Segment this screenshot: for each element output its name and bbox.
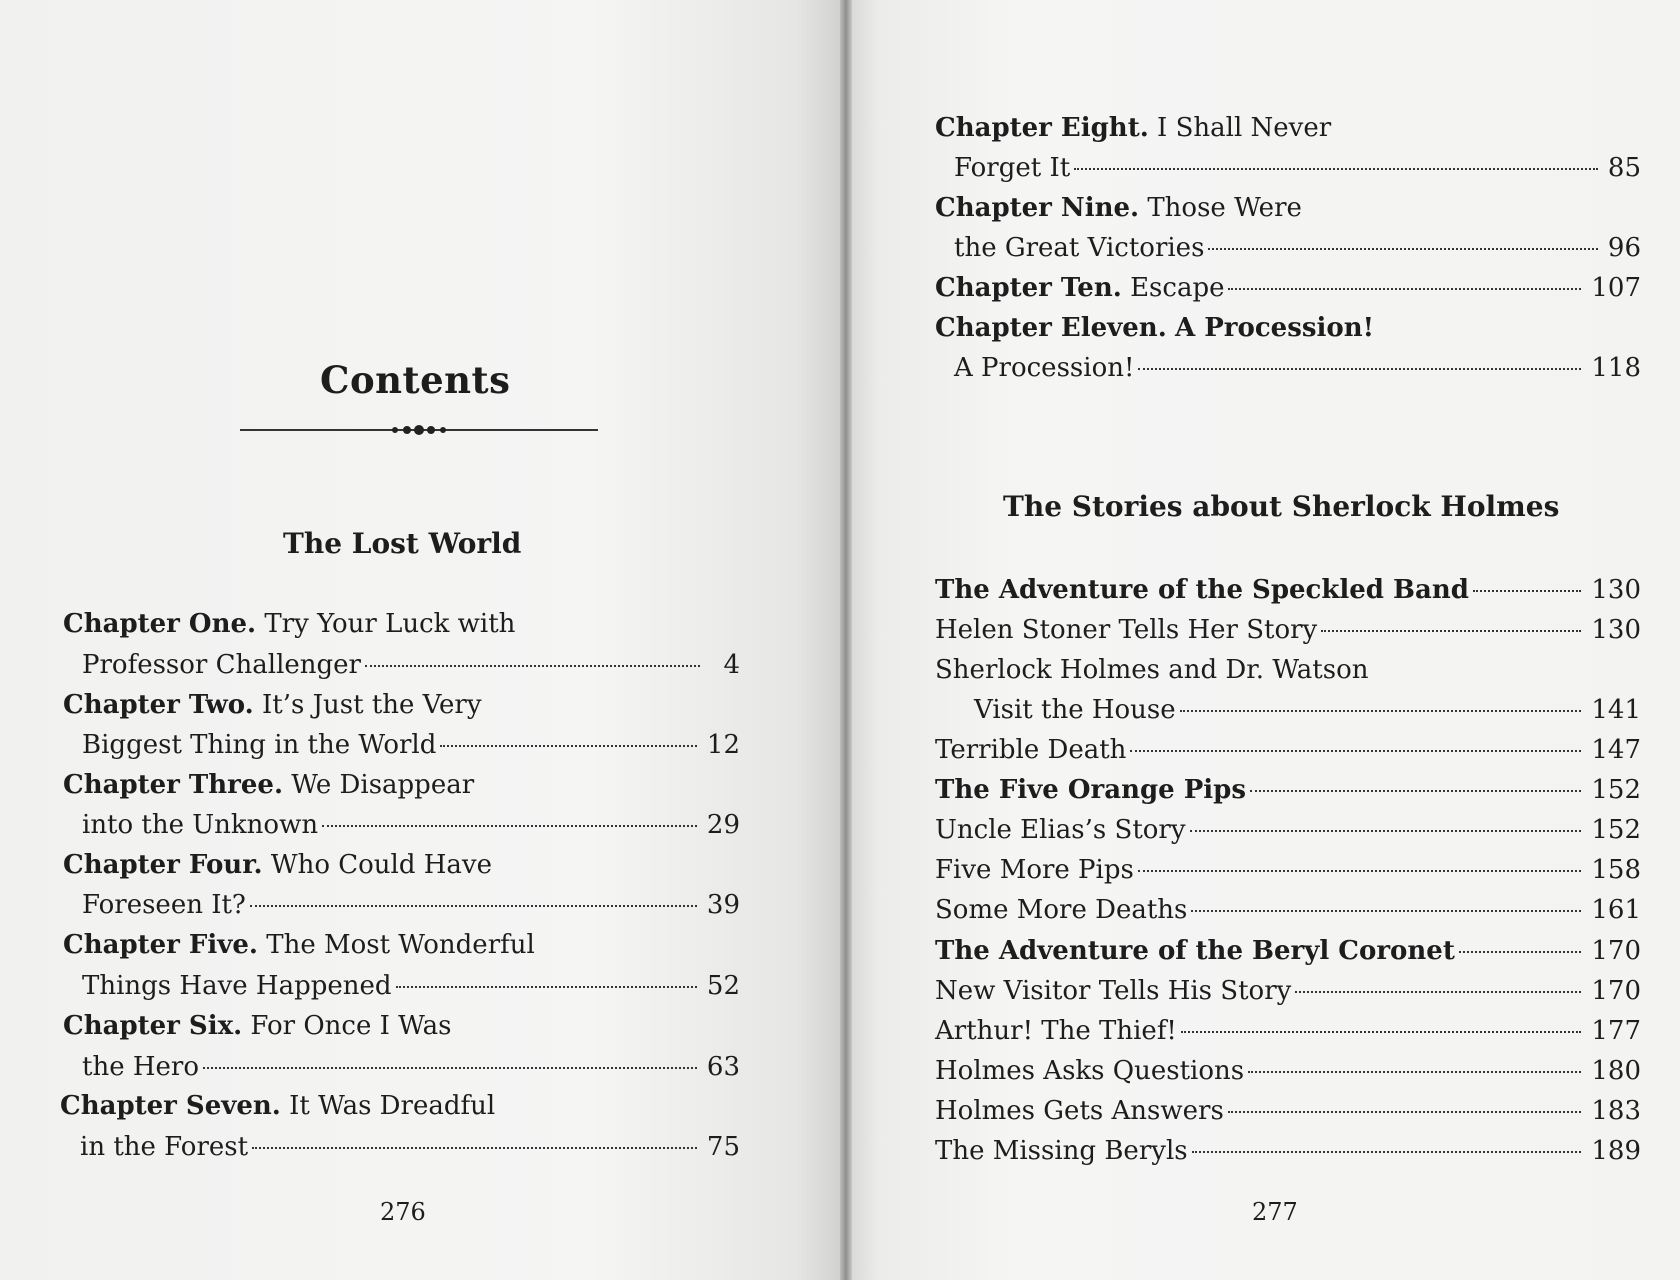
page-number-left: 276 [380,1198,426,1226]
toc-entry-cont: into the Unknown 29 [82,810,740,840]
toc-entry: Chapter Eight. I Shall Never [935,113,1332,143]
toc-entry: Chapter One. Try Your Luck with [63,609,516,639]
toc-entry: Holmes Gets Answers 183 [935,1096,1641,1126]
section-title-sherlock: The Stories about Sherlock Holmes [1003,490,1560,523]
toc-entry-cont: Biggest Thing in the World 12 [82,730,740,760]
section-title-lost-world: The Lost World [283,527,522,560]
toc-entry-cont: Professor Challenger 4 [82,650,740,680]
toc-entry: Chapter Eleven. A Procession! [935,313,1375,343]
toc-entry: The Adventure of the Beryl Coronet 170 [935,936,1641,966]
toc-entry: The Missing Beryls 189 [935,1136,1641,1166]
toc-entry: Chapter Four. Who Could Have [63,850,492,880]
page-number-right: 277 [1252,1198,1298,1226]
toc-entry-cont: the Great Victories 96 [954,233,1641,263]
book-gutter [840,0,852,1280]
toc-entry: Chapter Seven. It Was Dreadful [60,1091,496,1121]
toc-entry-cont: Forget It 85 [954,153,1641,183]
toc-entry: Chapter Nine. Those Were [935,193,1302,223]
toc-entry: Some More Deaths 161 [935,895,1641,925]
toc-entry: The Adventure of the Speckled Band 130 [935,575,1641,605]
toc-entry: Chapter Three. We Disappear [63,770,475,800]
toc-entry-cont: Visit the House 141 [974,695,1641,725]
toc-entry-cont: the Hero 63 [82,1052,740,1082]
toc-entry: New Visitor Tells His Story 170 [935,976,1641,1006]
right-page [846,0,1680,1280]
toc-entry: Arthur! The Thief! 177 [935,1016,1641,1046]
toc-entry-cont: in the Forest 75 [80,1132,740,1162]
toc-entry-cont: Things Have Happened 52 [82,971,740,1001]
toc-entry: Sherlock Holmes and Dr. Watson [935,655,1369,685]
toc-entry: Five More Pips 158 [935,855,1641,885]
contents-heading: Contents [320,358,511,402]
ornament-divider [240,422,598,438]
toc-entry-cont: A Procession! 118 [954,353,1641,383]
toc-entry: The Five Orange Pips 152 [935,775,1641,805]
toc-entry-cont: Foreseen It? 39 [82,890,740,920]
toc-entry: Uncle Elias’s Story 152 [935,815,1641,845]
toc-entry: Terrible Death 147 [935,735,1641,765]
toc-entry: Chapter Ten. Escape 107 [935,273,1641,303]
toc-entry: Chapter Five. The Most Wonderful [63,930,535,960]
toc-entry: Chapter Two. It’s Just the Very [63,690,482,720]
toc-entry: Chapter Six. For Once I Was [63,1011,452,1041]
toc-entry: Helen Stoner Tells Her Story 130 [935,615,1641,645]
toc-entry: Holmes Asks Questions 180 [935,1056,1641,1086]
